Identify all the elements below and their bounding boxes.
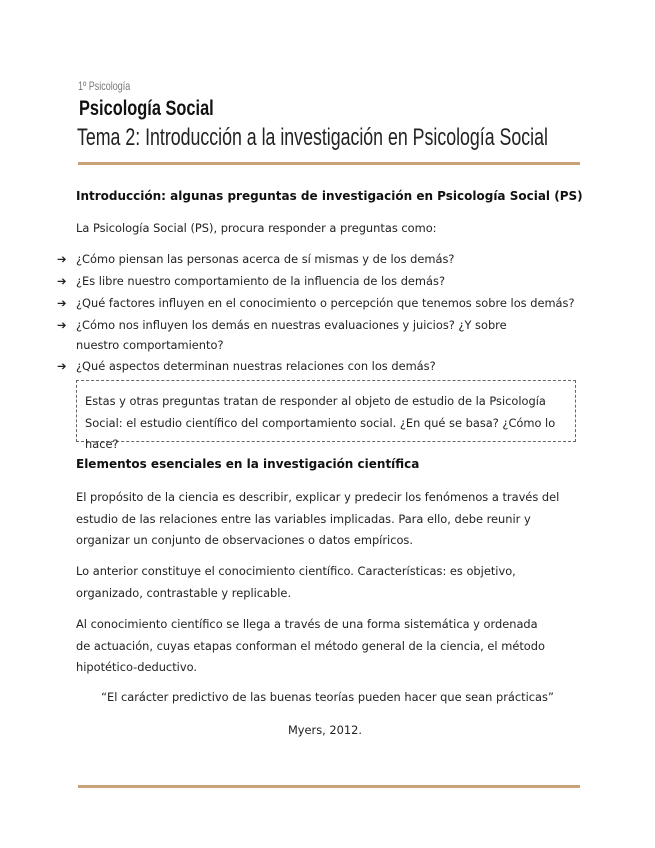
footer-divider (78, 785, 580, 788)
header-divider (78, 162, 580, 165)
list-item: ➔ ¿Es libre nuestro comportamiento de la influencia de los demás? (57, 272, 587, 292)
topic-title: Tema 2: Introducción a la investigación en Psicología Social (77, 124, 548, 151)
arrow-right-icon: ➔ (57, 274, 67, 288)
intro-paragraph: La Psicología Social (PS), procura responder a preguntas como: (76, 221, 437, 235)
arrow-right-icon: ➔ (57, 359, 67, 373)
arrow-right-icon: ➔ (57, 296, 67, 310)
list-item: ➔ ¿Qué factores influyen en el conocimiento o percepción que tenemos sobre los demás? (57, 294, 587, 314)
highlight-box: Estas y otras preguntas tratan de responder al objeto de estudio de la Psicología Social: el estudio científico del comportamiento social. ¿En qué se basa? ¿Cómo lo hace? (76, 380, 576, 442)
paragraph: El propósito de la ciencia es describir, explicar y predecir los fenómenos a través del estudio de las relaciones entre las variables implicadas. Para ello, debe reunir y organizar un conjunto de observaciones o datos empíricos. (76, 490, 560, 547)
course-label: 1º Psicología (78, 79, 131, 93)
arrow-right-icon: ➔ (57, 252, 67, 266)
paragraph: Lo anterior constituye el conocimiento científico. Características: es objetivo, organizado, contrastable y replicable. (76, 564, 516, 600)
list-item: ➔ ¿Qué aspectos determinan nuestras relaciones con los demás? (57, 357, 587, 377)
quote: “El carácter predictivo de las buenas teorías pueden hacer que sean prácticas” (101, 690, 554, 704)
section-heading-intro: Introducción: algunas preguntas de investigación en Psicología Social (PS) (76, 189, 583, 203)
list-item: ➔ ¿Cómo piensan las personas acerca de sí mismas y de los demás? (57, 250, 587, 270)
subject-title: Psicología Social (79, 97, 214, 120)
paragraph: Al conocimiento científico se llega a través de una forma sistemática y ordenada de actuación, cuyas etapas conforman el método general de la ciencia, el método hipotético-deductivo. (76, 617, 545, 674)
citation: Myers, 2012. (287, 723, 363, 737)
arrow-right-icon: ➔ (57, 318, 67, 332)
section-heading-elements: Elementos esenciales en la investigación científica (76, 457, 420, 471)
list-item: ➔ ¿Cómo nos influyen los demás en nuestras evaluaciones y juicios? ¿Y sobre nuestro comportamiento? (57, 318, 507, 352)
